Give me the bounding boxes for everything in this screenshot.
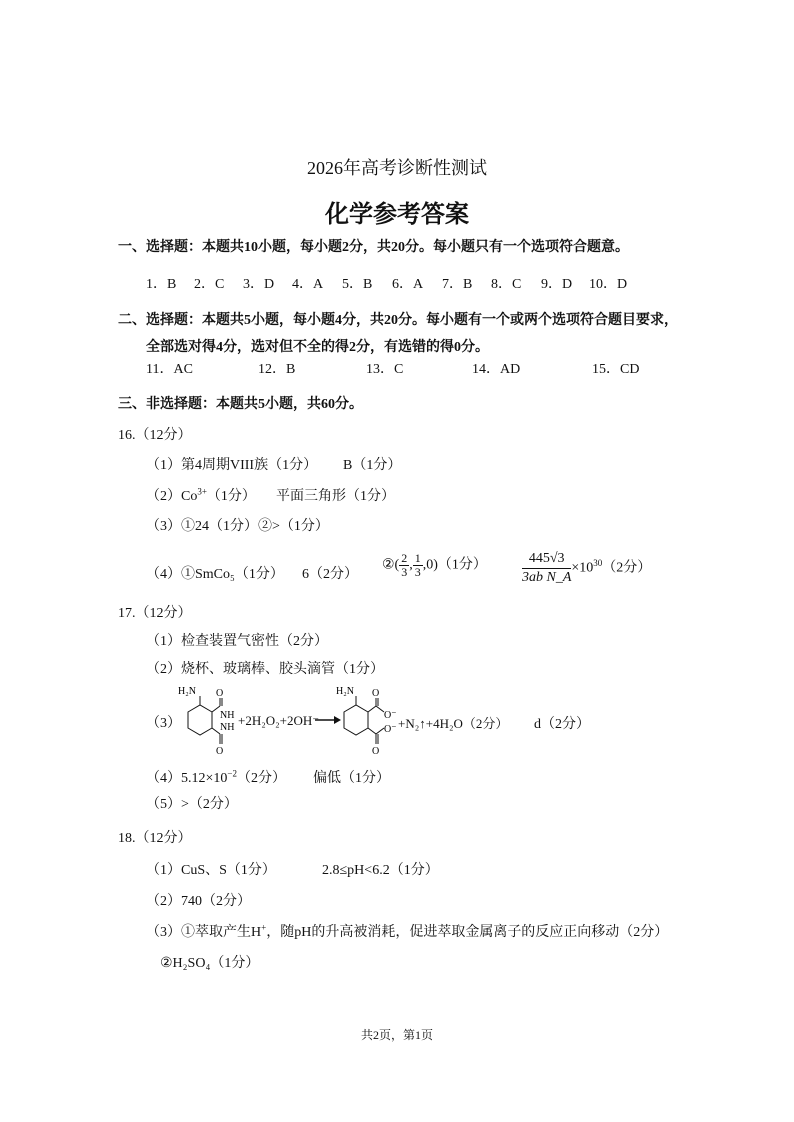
nh-label: NH bbox=[220, 710, 235, 721]
den: 3 bbox=[414, 565, 421, 579]
q18-3-answer-b: ②H₂SO₄（1分） bbox=[160, 956, 260, 971]
num: 2 bbox=[401, 551, 408, 565]
answer: 2．C bbox=[194, 277, 225, 292]
exam-title: 2026年高考诊断性测试 bbox=[307, 158, 487, 178]
charge: + bbox=[261, 922, 267, 933]
num: 1 bbox=[414, 551, 421, 565]
fraction bbox=[399, 552, 409, 579]
o-minus-label: O⁻ bbox=[384, 724, 397, 735]
q18-2-answer: （2）740（2分） bbox=[146, 894, 251, 909]
q17-3-label: （3） bbox=[146, 716, 181, 731]
text: （4）5.12×10 bbox=[146, 771, 228, 786]
o-minus-label: O⁻ bbox=[384, 710, 397, 721]
q16-4-answer: （4）①SmCo₅（1分） bbox=[146, 567, 284, 582]
luminol-structure bbox=[176, 684, 236, 766]
page-footer: 共2页，第1页 bbox=[360, 1028, 433, 1042]
o-label: O bbox=[372, 688, 380, 699]
text: （2分） bbox=[602, 560, 652, 576]
q17-1-answer: （1）检查装置气密性（2分） bbox=[146, 634, 328, 649]
q17-4-answer bbox=[146, 767, 286, 787]
exponent: −2 bbox=[227, 768, 237, 779]
part2-heading: 二、选择题：本题共5小题，每小题4分，共20分。每小题有一个或两个选项符合题目要求， bbox=[118, 313, 678, 328]
q17-4-answer-b: 偏低（1分） bbox=[313, 771, 390, 786]
den: 3 bbox=[401, 565, 408, 579]
den: 3ab N_A bbox=[522, 570, 572, 585]
q16-1-answer: （1）第4周期VIII族（1分） bbox=[146, 458, 318, 473]
q18-1-answer-b: 2.8≤pH<6.2（1分） bbox=[322, 863, 439, 878]
text: （1分） bbox=[206, 489, 256, 504]
q18-title: 18.（12分） bbox=[118, 831, 192, 846]
text: （2分） bbox=[236, 771, 286, 786]
o-label: O bbox=[216, 746, 224, 757]
q16-3-answer-b: ②>（1分） bbox=[258, 519, 329, 534]
q16-1-answer-b: B（1分） bbox=[343, 458, 402, 473]
aminophthalate-structure bbox=[336, 684, 400, 766]
q17-title: 17.（12分） bbox=[118, 606, 192, 621]
fraction bbox=[522, 550, 571, 587]
part1-heading: 一、选择题：本题共10小题，每小题2分，共20分。每小题只有一个选项符合题意。 bbox=[118, 240, 629, 255]
q16-4-answer-b: 6（2分） bbox=[302, 567, 358, 582]
text: ，随pH的升高被消耗，促进萃取金属离子的反应正向移动（2分） bbox=[266, 925, 669, 940]
amino-label: H₂N bbox=[336, 686, 354, 697]
q18-3-answer bbox=[146, 921, 668, 941]
answer: 3．D bbox=[243, 277, 275, 292]
reactants: +2H₂O₂+2OH⁻ bbox=[238, 713, 320, 728]
part3-heading: 三、非选择题：本题共5小题，共60分。 bbox=[118, 397, 363, 412]
text: ,0)（1分） bbox=[422, 557, 487, 573]
answer: 8．C bbox=[491, 277, 522, 292]
amino-label: H₂N bbox=[178, 686, 196, 697]
answer: 6．A bbox=[392, 277, 424, 292]
exponent: 30 bbox=[593, 558, 603, 569]
answer: 1．B bbox=[146, 277, 177, 292]
q16-2-answer bbox=[146, 485, 256, 505]
charge: 3+ bbox=[197, 486, 207, 497]
text: ②( bbox=[382, 557, 400, 573]
answer: 7．B bbox=[442, 277, 473, 292]
q16-2-answer-b: 平面三角形（1分） bbox=[276, 489, 395, 504]
o-label: O bbox=[216, 688, 224, 699]
q17-5-answer: （5）>（2分） bbox=[146, 797, 238, 812]
answer: 14．AD bbox=[472, 362, 521, 377]
subject-title: 化学参考答案 bbox=[325, 200, 469, 228]
answer: 13．C bbox=[366, 362, 404, 377]
answer: 12．B bbox=[258, 362, 296, 377]
num: 445√3 bbox=[522, 550, 571, 569]
q16-4-coordinates: ②( $\frac{2}{3}$ , $\frac{1}{3}$ ,0)（1分） bbox=[382, 551, 487, 579]
answer: 10．D bbox=[589, 277, 628, 292]
fraction bbox=[413, 552, 423, 579]
part2-heading-2: 全部选对得4分，选对但不全的得2分，有选错的得0分。 bbox=[146, 340, 489, 355]
text: ×10 bbox=[571, 560, 594, 576]
answer: 9．D bbox=[541, 277, 573, 292]
text: （2）Co bbox=[146, 489, 198, 504]
q18-1-answer: （1）CuS、S（1分） bbox=[146, 863, 276, 878]
answer: 5．B bbox=[342, 277, 373, 292]
q16-title: 16.（12分） bbox=[118, 428, 192, 443]
answer: 15．CD bbox=[592, 362, 640, 377]
products: +N₂↑+4H₂O（2分） bbox=[398, 716, 509, 731]
text: （3）①萃取产生H bbox=[146, 925, 262, 940]
q16-4-density bbox=[522, 550, 651, 587]
answer: 4．A bbox=[292, 277, 324, 292]
q17-3-answer-b: d（2分） bbox=[534, 717, 590, 732]
q16-3-answer: （3）①24（1分） bbox=[146, 519, 258, 534]
q17-2-answer: （2）烧杯、玻璃棒、胶头滴管（1分） bbox=[146, 662, 384, 677]
o-label: O bbox=[372, 746, 380, 757]
answer: 11．AC bbox=[146, 362, 193, 377]
nh-label: NH bbox=[220, 722, 235, 733]
